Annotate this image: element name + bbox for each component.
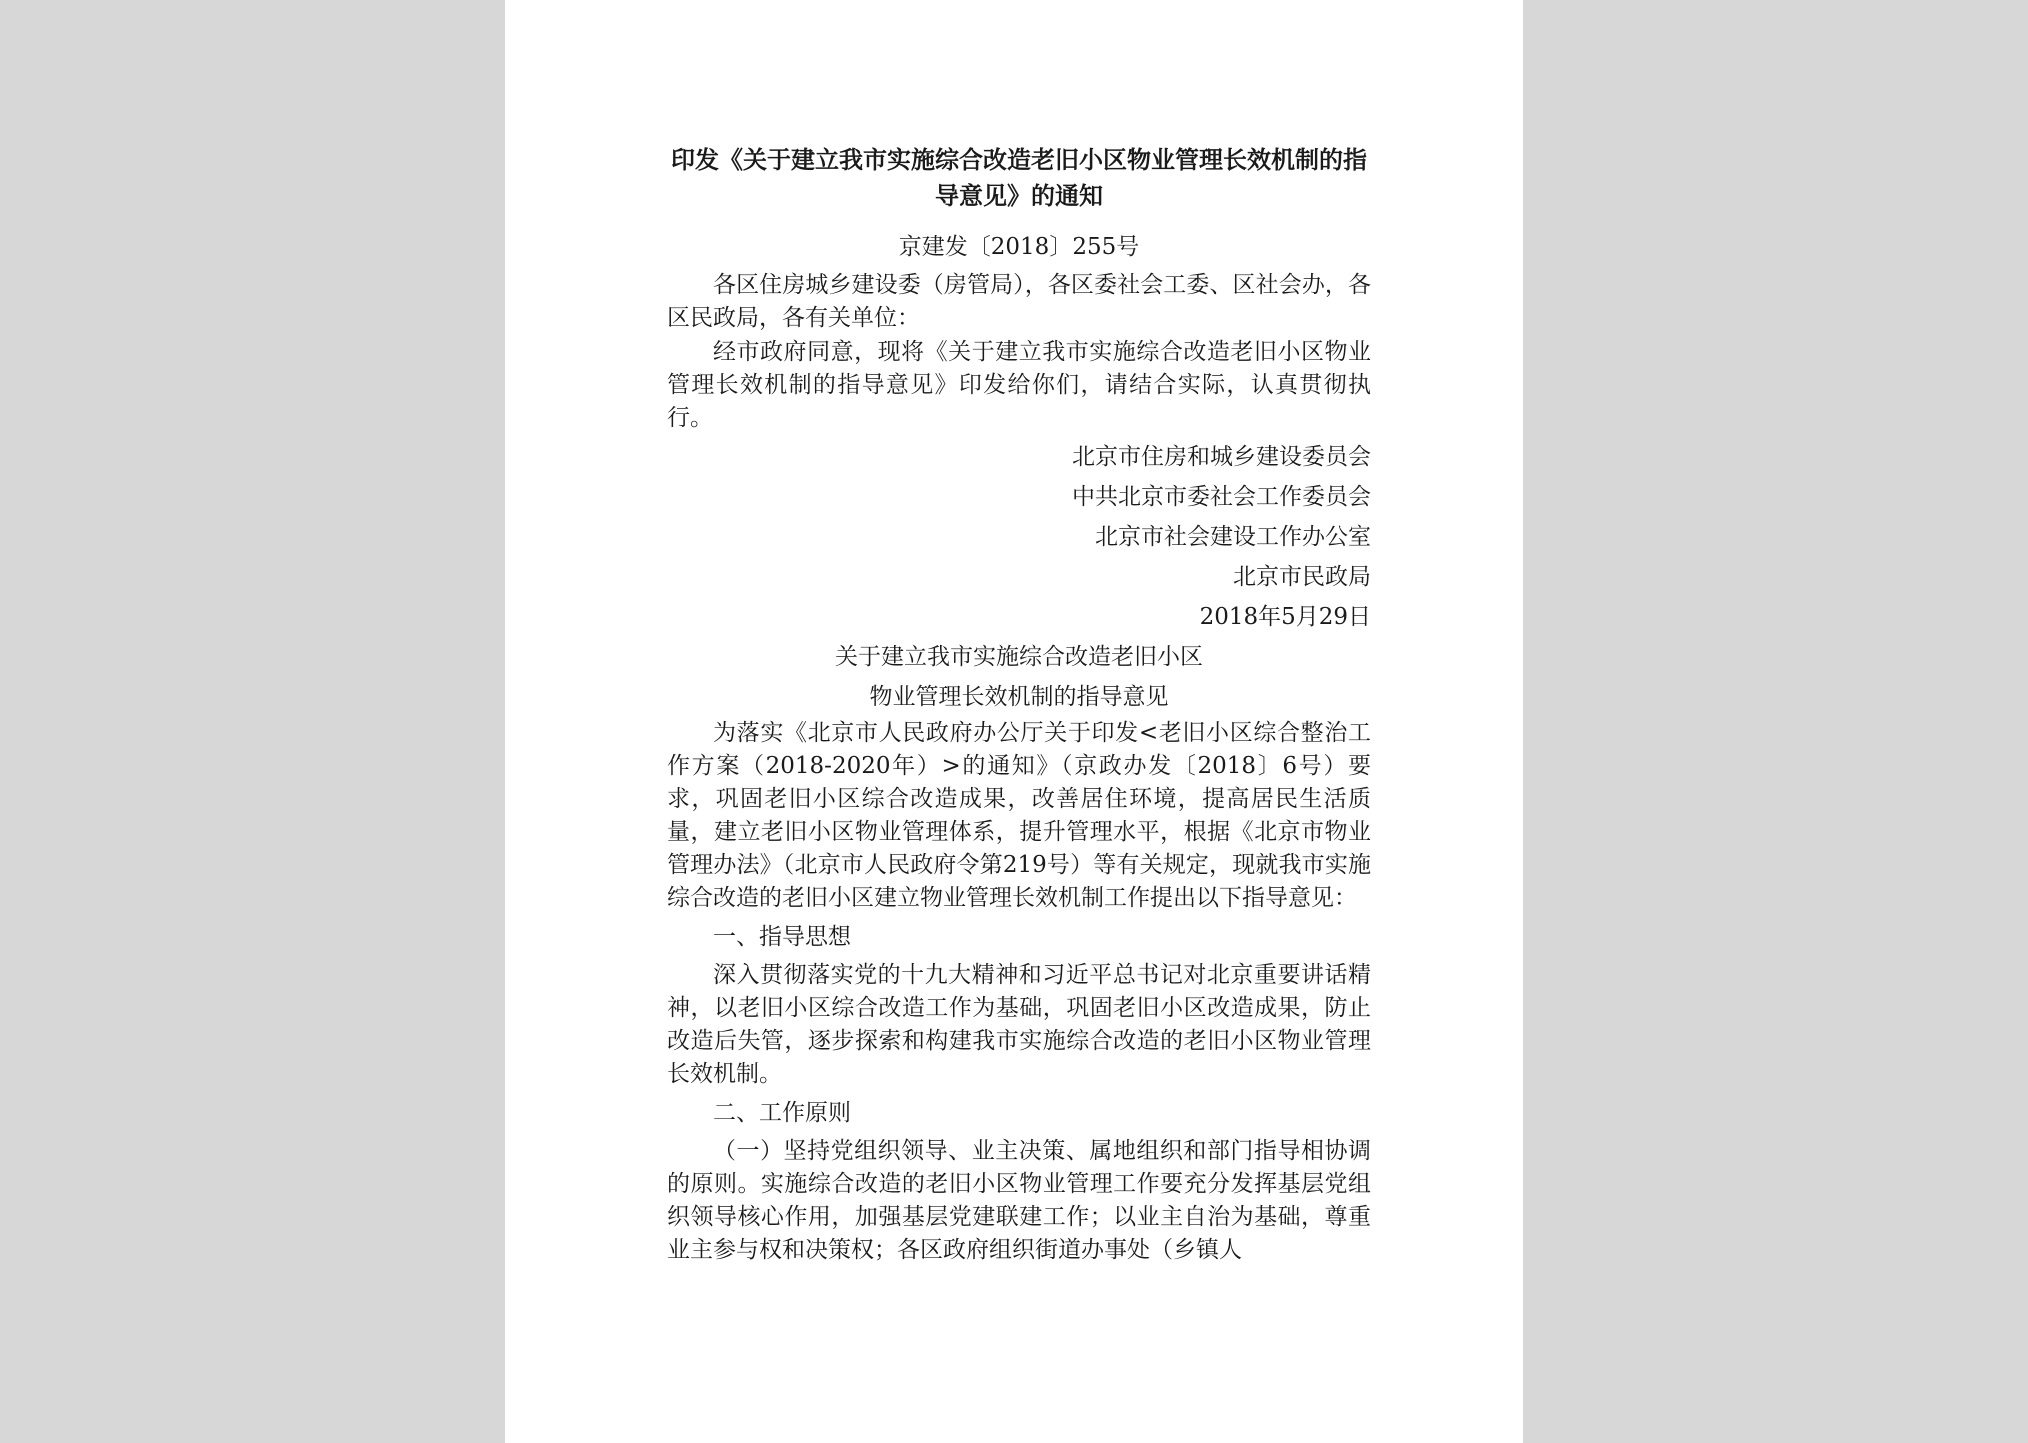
signatory: 北京市社会建设工作办公室 (1095, 524, 1371, 550)
section-paragraph-guiding-ideology: 深入贯彻落实党的十九大精神和习近平总书记对北京重要讲话精神，以老旧小区综合改造工作为基础，巩固老旧小区改造成果，防止改造后失管，逐步探索和构建我市实施综合改造的老旧小区物业管理长效机制。 (667, 962, 1371, 1087)
intro-paragraph: 经市政府同意，现将《关于建立我市实施综合改造老旧小区物业管理长效机制的指导意见》印发给你们，请结合实际，认真贯彻执行。 (667, 339, 1371, 431)
recipients-paragraph: 各区住房城乡建设委（房管局），各区委社会工委、区社会办，各区民政局，各有关单位： (667, 272, 1371, 331)
section-paragraph-working-principles: （一）坚持党组织领导、业主决策、属地组织和部门指导相协调的原则。实施综合改造的老旧小区物业管理工作要充分发挥基层党组织领导核心作用，加强基层党建联建工作；以业主自治为基础，尊重业主参与权和决策权；各区政府组织街道办事处（乡镇人 (667, 1138, 1371, 1263)
signature-block (667, 437, 1371, 637)
section-heading-working-principles: 二、工作原则 (713, 1100, 851, 1126)
section-heading-guiding-ideology: 一、指导思想 (713, 924, 851, 950)
issue-date: 2018年5月29日 (1199, 604, 1371, 630)
document-number: 京建发〔2018〕255号 (898, 234, 1140, 260)
subtitle-line-1: 关于建立我市实施综合改造老旧小区 (835, 644, 1203, 670)
subtitle-line-2: 物业管理长效机制的指导意见 (869, 684, 1169, 710)
body-paragraph: 为落实《北京市人民政府办公厅关于印发<老旧小区综合整治工作方案（2018-2020年）>的通知》（京政办发〔2018〕6号）要求，巩固老旧小区综合改造成果，改善居住环境，提高居民生活质量，建立老旧小区物业管理体系，提升管理水平，根据《北京市物业管理办法》（北京市人民政府令第219号）等有关规定，现就我市实施综合改造的老旧小区建立物业管理长效机制工作提出以下指导意见： (667, 720, 1371, 911)
signatory: 北京市住房和城乡建设委员会 (1072, 444, 1371, 470)
signatory: 北京市民政局 (1233, 564, 1371, 590)
document-page (505, 0, 1523, 1443)
document-title: 印发《关于建立我市实施综合改造老旧小区物业管理长效机制的指导意见》的通知 (671, 145, 1367, 210)
page-content (667, 142, 1371, 1268)
signatory: 中共北京市委社会工作委员会 (1072, 484, 1371, 510)
